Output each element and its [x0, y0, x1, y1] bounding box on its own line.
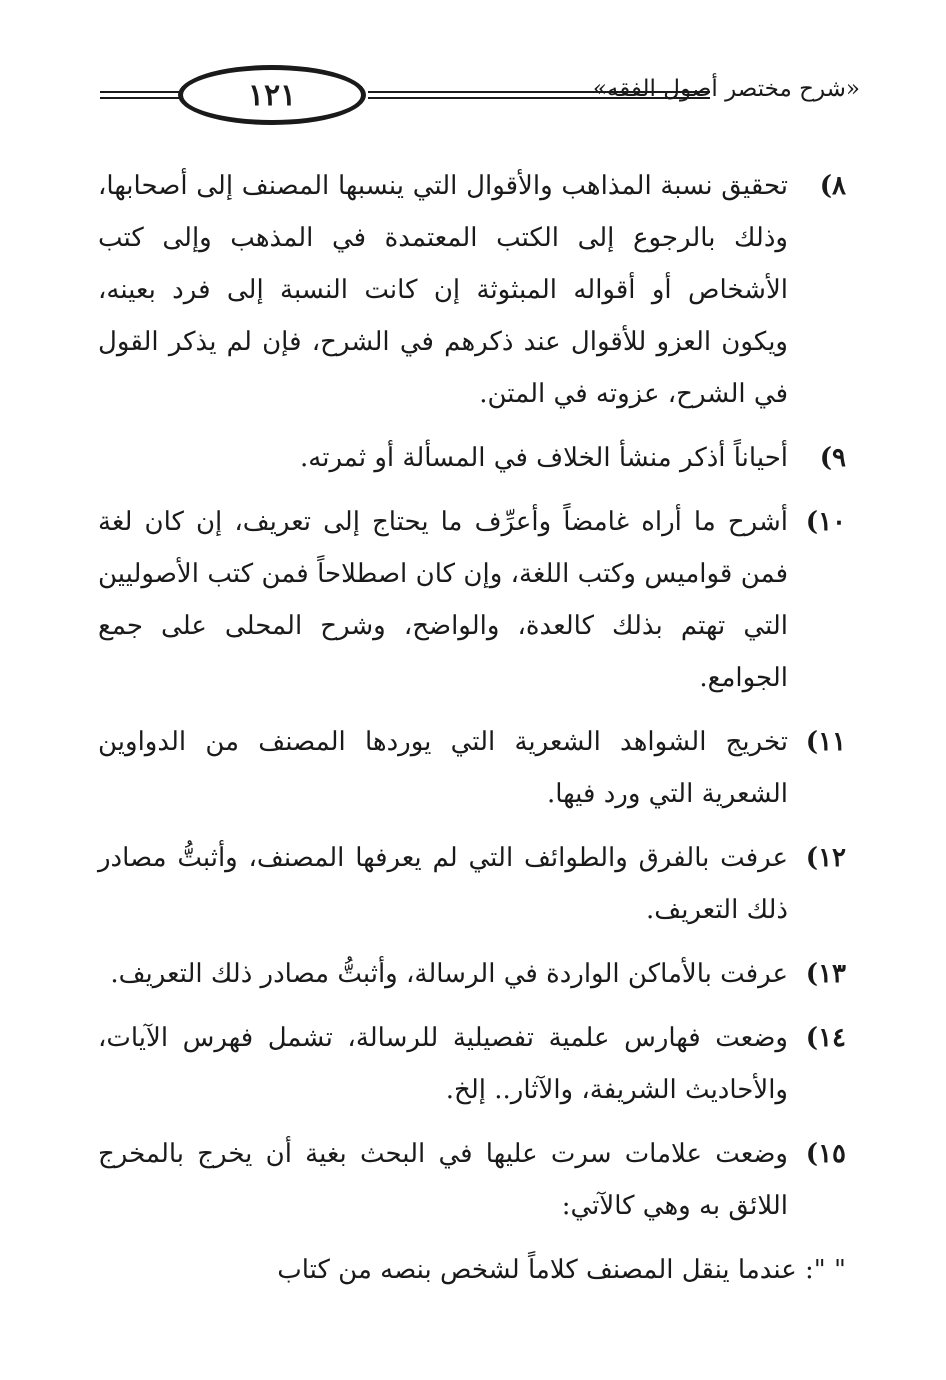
item-number: ١٠)	[805, 507, 846, 537]
item-number: ١٣)	[805, 959, 846, 989]
page-header	[100, 62, 860, 132]
page-number: ١٢١	[178, 65, 366, 125]
item-text: تحقيق نسبة المذاهب والأقوال التي ينسبها المصنف إلى أصحابها، وذلك بالرجوع إلى الكتب المعتمدة في المذهب وإلى كتب الأشخاص أو أقواله المبثوثة إن كانت النسبة إلى فرد بعينه، ويكون العزو للأقوال عند ذكرهم في الشرح، فإن لم يذكر القول في الشرح، عزوته في المتن.	[98, 171, 788, 409]
list-item	[98, 1012, 846, 1116]
item-number: ١٢)	[805, 843, 846, 873]
item-number: ١٤)	[805, 1023, 846, 1053]
list-item	[98, 948, 846, 1000]
item-text: وضعت علامات سرت عليها في البحث بغية أن يخرج بالمخرج اللائق به وهي كالآتي:	[98, 1139, 788, 1221]
list-item	[98, 1128, 846, 1232]
item-text: عرفت بالفرق والطوائف التي لم يعرفها المصنف، وأثبتُّ مصادر ذلك التعريف.	[98, 843, 788, 925]
item-text: أشرح ما أراه غامضاً وأعرِّف ما يحتاج إلى تعريف، إن كان لغة فمن قواميس وكتب اللغة، وإن كان اصطلاحاً فمن كتب الأصوليين التي تهتم بذلك كالعدة، والواضح، وشرح المحلى على جمع الجوامع.	[98, 507, 788, 693]
book-title: «شرح مختصر أصول الفقه»	[592, 76, 860, 102]
list-item	[98, 496, 846, 704]
item-text: تخريج الشواهد الشعرية التي يوردها المصنف من الدواوين الشعرية التي ورد فيها.	[98, 727, 788, 809]
item-text: أحياناً أذكر منشأ الخلاف في المسألة أو ثمرته.	[300, 443, 788, 473]
list-item	[98, 716, 846, 820]
header-rule-left	[100, 91, 182, 99]
item-number: ٩)	[819, 443, 846, 473]
list-item	[98, 160, 846, 420]
list-item	[98, 432, 846, 484]
page-body	[98, 160, 846, 1296]
continuation-line: " ": عندما ينقل المصنف كلاماً لشخص بنصه من كتاب	[277, 1255, 846, 1285]
item-number: ١٥)	[805, 1139, 846, 1169]
item-text: عرفت بالأماكن الواردة في الرسالة، وأثبتُّ مصادر ذلك التعريف.	[110, 959, 788, 989]
list-item	[98, 832, 846, 936]
item-number: ٨)	[819, 171, 846, 201]
item-text: وضعت فهارس علمية تفصيلية للرسالة، تشمل فهرس الآيات، والأحاديث الشريفة، والآثار.. إلخ.	[98, 1023, 788, 1105]
item-number: ١١)	[805, 727, 846, 757]
